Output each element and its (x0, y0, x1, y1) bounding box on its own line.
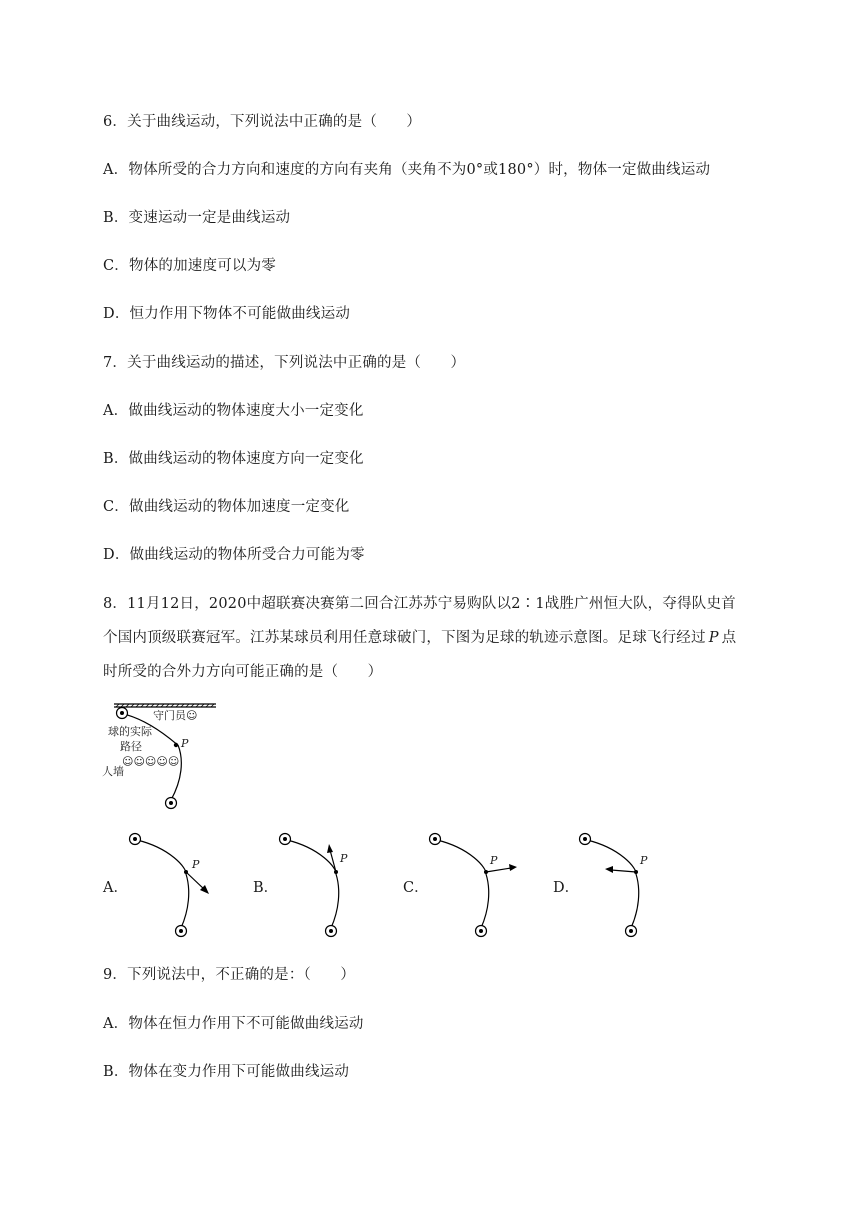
wall-label: 人墙 (102, 765, 124, 778)
q8-option-b-figure (275, 828, 375, 943)
q7-option-c: C．做曲线运动的物体加速度一定变化 (103, 499, 350, 515)
q8-stem-line2-end: 点 (721, 630, 737, 646)
q8-option-d-figure (575, 828, 675, 943)
ball-top-icon (430, 834, 441, 845)
q7-option-a: A．做曲线运动的物体速度大小一定变化 (103, 403, 364, 419)
path-label-1: 球的实际 (108, 725, 152, 738)
wall-faces: ☺☺☺☺☺ (122, 755, 180, 768)
q8-option-a-label: A． (103, 880, 128, 896)
q8-stem-line2-text: 个国内顶级联赛冠军。江苏某球员利用任意球破门，下图为足球的轨迹示意图。足球飞行经过 (103, 630, 706, 646)
goalkeeper-label: 守门员☺ (153, 709, 198, 722)
q6-stem: 6．关于曲线运动，下列说法中正确的是（ ） (103, 114, 422, 130)
ball-top-icon (117, 708, 128, 719)
q6-option-b: B．变速运动一定是曲线运动 (103, 210, 291, 226)
ball-bottom-icon (176, 926, 187, 937)
q8-option-c-figure (425, 828, 525, 943)
q8-option-b-label: B． (253, 880, 279, 896)
point-p-label: P (490, 854, 498, 867)
force-arrow (611, 870, 636, 872)
point-p-label: P (181, 737, 189, 750)
goal-line (114, 704, 216, 707)
q8-stem-line2 (103, 626, 736, 647)
ball-bottom-icon (166, 798, 177, 809)
q8-main-figure (100, 700, 230, 815)
point-p-label: P (340, 852, 348, 865)
q7-option-d: D．做曲线运动的物体所受合力可能为零 (103, 547, 365, 563)
q9-option-a: A．物体在恒力作用下不可能做曲线运动 (103, 1016, 364, 1032)
q8-stem-point-p: P (708, 630, 719, 646)
q9-option-b: B．物体在变力作用下可能做曲线运动 (103, 1064, 350, 1080)
point-p-dot (174, 743, 178, 747)
ball-bottom-icon (626, 926, 637, 937)
q6-option-c: C．物体的加速度可以为零 (103, 258, 276, 274)
q7-option-b: B．做曲线运动的物体速度方向一定变化 (103, 451, 364, 467)
force-arrow (330, 850, 336, 872)
q8-stem-line3: 时所受的合外力方向可能正确的是（ ） (103, 664, 383, 680)
ball-top-icon (280, 834, 291, 845)
path-label-2: 路径 (120, 740, 142, 753)
point-p-label: P (640, 854, 648, 867)
point-p-label: P (192, 858, 200, 871)
ball-bottom-icon (476, 926, 487, 937)
q9-stem: 9．下列说法中，不正确的是：（ ） (103, 967, 356, 983)
ball-top-icon (580, 834, 591, 845)
q7-stem: 7．关于曲线运动的描述，下列说法中正确的是（ ） (103, 355, 466, 371)
force-arrow (486, 868, 511, 872)
q8-option-d-label: D． (553, 880, 580, 896)
ball-bottom-icon (326, 926, 337, 937)
q8-option-c-label: C． (403, 880, 429, 896)
ball-top-icon (130, 834, 141, 845)
q6-option-d: D．恒力作用下物体不可能做曲线运动 (103, 306, 351, 322)
q8-option-a-figure (125, 828, 225, 943)
q8-stem-line1: 8．11月12日，2020中超联赛决赛第二回合江苏苏宁易购队以2∶1战胜广州恒大队，夺得队史首 (103, 596, 736, 612)
q6-option-a: A．物体所受的合力方向和速度的方向有夹角（夹角不为0°或180°）时，物体一定做曲线运动 (103, 162, 711, 178)
